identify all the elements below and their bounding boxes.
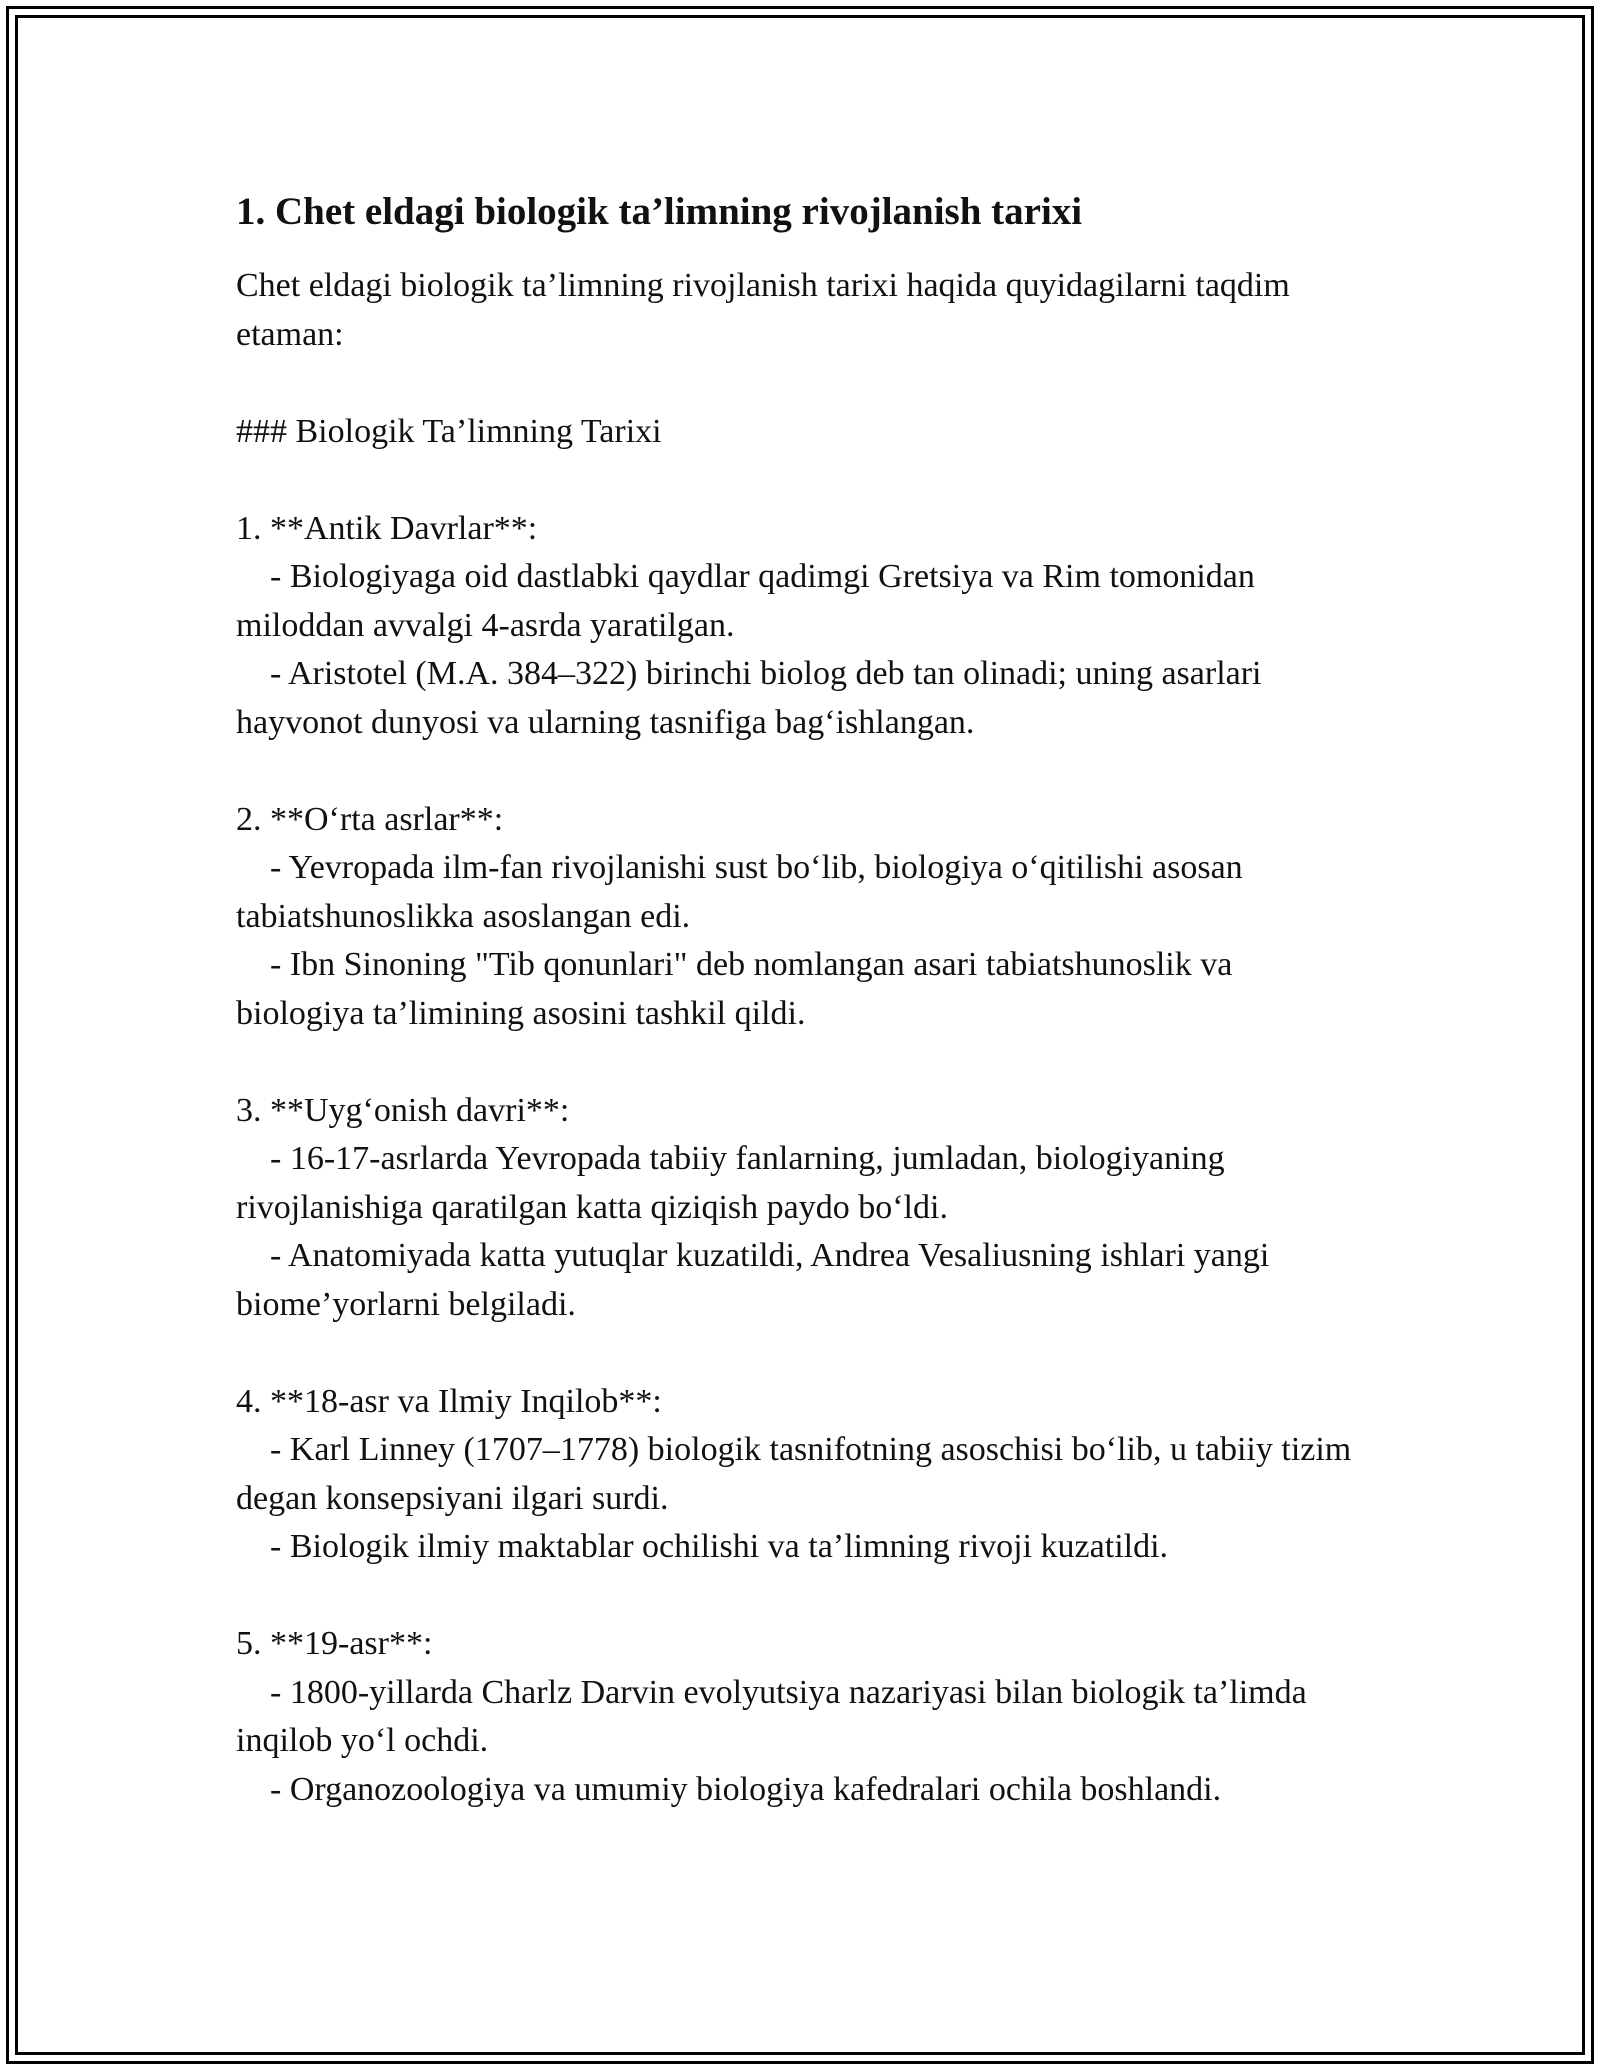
bullet-item — [236, 553, 1366, 650]
bullet-text: - Biologik ilmiy maktablar ochilishi va ta’limning rivoji kuzatildi. — [270, 1528, 1169, 1565]
spacer — [236, 1329, 1366, 1378]
subheading: ### Biologik Ta’limning Tarixi — [236, 412, 662, 450]
section-uygonish-davri — [236, 1087, 1366, 1330]
spacer — [236, 747, 1366, 796]
bullet-text: - Organozoologiya va umumiy biologiya kafedralari ochila boshlandi. — [270, 1770, 1222, 1808]
spacer — [236, 1038, 1366, 1087]
bullet-text: - Karl Linney (1707–1778) biologik tasnifotning asoschisi bo‘lib, u tabiiy tizim degan konsepsiyani ilgari surdi. — [236, 1431, 1360, 1517]
bullet-item — [236, 1669, 1366, 1766]
section-title: 2. **O‘rta asrlar**: — [236, 800, 504, 838]
spacer — [236, 359, 1366, 408]
bullet-item — [236, 1766, 1366, 1815]
bullet-text: - Aristotel (M.A. 384–322) birinchi biolog deb tan olinadi; uning asarlari hayvonot dunyosi va ularning tasnifiga bag‘ishlangan. — [236, 655, 1270, 741]
bullet-indent — [236, 1237, 270, 1274]
section-antik-davrlar — [236, 505, 1366, 748]
section-orta-asrlar — [236, 796, 1366, 1039]
bullet-text: - Yevropada ilm-fan rivojlanishi sust bo‘lib, biologiya o‘qitilishi asosan tabiatshunoslikka asoslangan edi. — [236, 849, 1252, 935]
document-heading: 1. Chet eldagi biologik ta’limning rivojlanish tarixi — [236, 190, 1083, 233]
section-title: 1. **Antik Davrlar**: — [236, 509, 538, 547]
bullet-indent — [236, 558, 270, 595]
bullet-item — [236, 941, 1366, 1038]
intro-paragraph: Chet eldagi biologik ta’limning rivojlanish tarixi haqida quyidagilarni taqdim etaman: — [236, 267, 1299, 353]
bullet-item — [236, 650, 1366, 747]
bullet-item — [236, 1426, 1366, 1523]
bullet-indent — [236, 946, 270, 983]
bullet-item — [236, 844, 1366, 941]
section-title: 5. **19-asr**: — [236, 1625, 433, 1662]
bullet-indent — [236, 1140, 270, 1177]
bullet-indent — [236, 1431, 270, 1468]
spacer — [236, 1572, 1366, 1621]
bullet-item — [236, 1232, 1366, 1329]
bullet-text: - 16-17-asrlarda Yevropada tabiiy fanlarning, jumladan, biologiyaning rivojlanishiga qaratilgan katta qiziqish paydo bo‘ldi. — [236, 1140, 1234, 1226]
spacer — [236, 456, 1366, 505]
bullet-text: - Anatomiyada katta yutuqlar kuzatildi, Andrea Vesaliusning ishlari yangi biome’yorlarni belgiladi. — [236, 1237, 1278, 1323]
bullet-text: - Biologiyaga oid dastlabki qaydlar qadimgi Gretsiya va Rim tomonidan miloddan avvalgi 4-asrda yaratilgan. — [236, 558, 1264, 644]
bullet-indent — [236, 1674, 270, 1711]
bullet-text: - 1800-yillarda Charlz Darvin evolyutsiya nazariyasi bilan biologik ta’limda inqilob yo‘l ochdi. — [236, 1673, 1316, 1759]
bullet-indent — [236, 655, 270, 692]
bullet-indent — [236, 1771, 270, 1808]
bullet-item — [236, 1135, 1366, 1232]
section-title: 3. **Uyg‘onish davri**: — [236, 1091, 570, 1129]
bullet-text: - Ibn Sinoning "Tib qonunlari" deb nomlangan asari tabiatshunoslik va biologiya ta’limining asosini tashkil qildi. — [236, 946, 1241, 1032]
bullet-indent — [236, 849, 270, 886]
section-19-asr — [236, 1620, 1366, 1814]
bullet-item — [236, 1523, 1366, 1572]
section-18-asr — [236, 1378, 1366, 1572]
section-title: 4. **18-asr va Ilmiy Inqilob**: — [236, 1382, 662, 1420]
bullet-indent — [236, 1528, 270, 1565]
document-body — [236, 188, 1366, 1814]
